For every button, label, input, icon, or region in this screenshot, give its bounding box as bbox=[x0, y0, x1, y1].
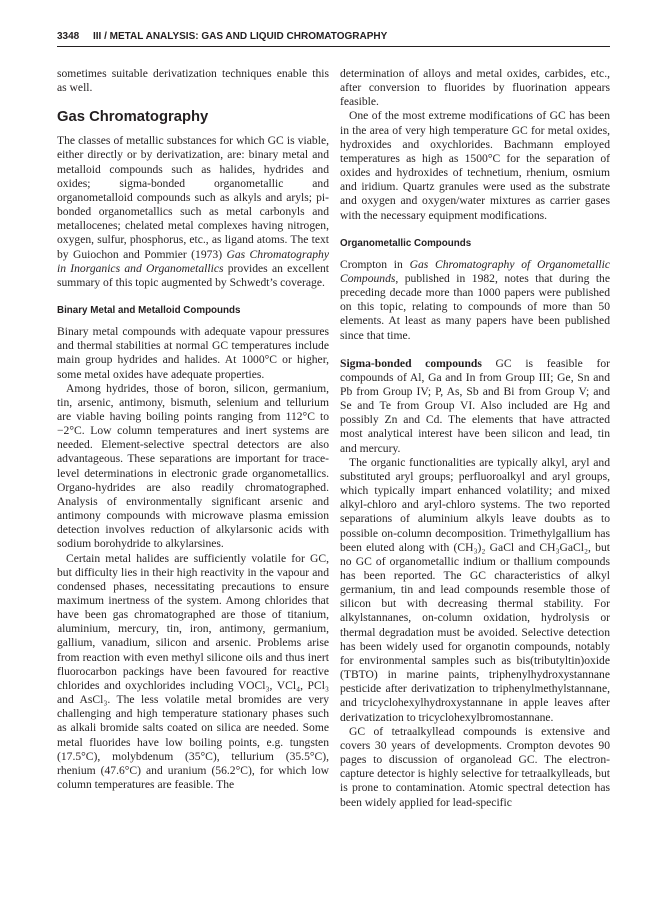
running-title: III / METAL ANALYSIS: GAS AND LIQUID CHROMATOGRAPHY bbox=[93, 31, 388, 42]
text-run: provides an excellent summary of this topic augmented by Schwedt’s coverage. bbox=[57, 261, 329, 289]
text-run: Binary metal compounds with adequate vapour pressures and thermal stabilities at normal GC temperatures include main group hydrides and halides. At 1000°C or higher, some metal oxides have adequate properties. bbox=[57, 325, 329, 381]
section-heading: Gas Chromatography bbox=[57, 109, 209, 126]
subsection-heading: Organometallic Compounds bbox=[340, 237, 472, 249]
paragraph bbox=[340, 357, 610, 456]
text-run: One of the most extreme modifications of GC has been in the area of very high temperature GC for metal oxides, hydroxides and oxychlorides. Bachmann employed temperatures as high as 1500°C for the separation of oxides and hydroxides of technetium, rhenium, osmium and iridium. Quartz granules were used as the substrate and oxygen and oxygen/water mixtures as carrier gases with the necessary equipment modifications. bbox=[340, 109, 610, 222]
text-run: Crompton in bbox=[340, 257, 410, 271]
paragraph bbox=[340, 67, 610, 109]
text-run: Certain metal halides are sufficiently volatile for GC, but difficulty lies in their high reactivity in the vapour and condensed phases, necessitating precautions to ensure maximum inertness of the system. Among chlorides that have been gas chromatographed are those of titanium, aluminium, mercury, tin, iron, antimony, germanium, gallium, vanadium, silicon and arsenic. Problems arise from reaction with even methyl silicone oils and thus inert fluorocarbon packings have been favoured for reactive chlorides and oxychlorides including VOCl₃, VCl₄, PCl₃ and AsCl₃. The less volatile metal bromides are very challenging and high temperature stationary phases such as alkali bromide salts coated on silica are needed. Some metal fluorides have low boiling points, e.g. tungsten (17.5°C), molybdenum (35°C), tellurium (35.5°C), rhenium (47.6°C) and uranium (56.2°C), for which low column temperatures are feasible. The bbox=[57, 551, 329, 792]
paragraph bbox=[340, 109, 610, 222]
paragraph bbox=[340, 456, 610, 725]
paragraph bbox=[57, 325, 329, 382]
text-run: Among hydrides, those of boron, silicon, germanium, tin, arsenic, antimony, bismuth, selenium and tellurium are viable having boiling points ranging from 112°C to −2°C. Low column temperatures and inert systems are needed. Element-selective spectral detectors are also advantageous. These separations are important for trace-level determinations in electronic grade organometallics. Organo-hydrides are also readily chromatographed. Analysis of environmentally significant arsenic and antimony compounds with microwave plasma emission detection involves reduction of alkylarsonic acids with sodium borohydride to alkylarsines. bbox=[57, 381, 329, 551]
text-run: The classes of metallic substances for which GC is viable, either directly or by derivatization, are: binary metal and metalloid compounds such as halides, hydrides and oxides; sigma-bonded organometallic and organometalloid compounds such as alkyls and aryls; pi-bonded organometallics such as metal carbonyls and metallocenes; chelated metal complexes having nitrogen, oxygen, sulfur, phosphorus, etc., as ligand atoms. The text by Guiochon and Pommier (1973) bbox=[57, 134, 329, 261]
run-in-heading: Sigma-bonded compounds bbox=[340, 356, 482, 370]
paragraph bbox=[57, 382, 329, 552]
paragraph bbox=[57, 552, 329, 793]
text-run: GC is feasible for compounds of Al, Ga and In from Group III; Ge, Sn and Pb from Group IV; P, As, Sb and Bi from Group V; and Se and Te from Group VI. Also included are Hg and possibly Zn and Cd. The elements that have attracted most analytical interest have been silicon and lead, tin and mercury. bbox=[340, 356, 610, 455]
paragraph bbox=[340, 258, 610, 343]
right-column bbox=[340, 67, 610, 810]
text-run: determination of alloys and metal oxides, carbides, etc., after conversion to fluorides by fluorination appears feasible. bbox=[340, 67, 610, 109]
paragraph bbox=[340, 725, 610, 810]
paragraph bbox=[57, 134, 329, 290]
cited-title: Gas Chromatography of Organometallic Compounds bbox=[340, 257, 610, 285]
text-run: , published in 1982, notes that during the preceding decade more than 1000 papers were published on this topic, relating to compounds of more than 50 elements. At least as many papers have been published since that time. bbox=[340, 271, 610, 342]
cited-title: Gas Chromatography in Inorganics and Organometallics bbox=[57, 247, 329, 275]
text-run: sometimes suitable derivatization techniques enable this as well. bbox=[57, 67, 329, 95]
subsection-heading: Binary Metal and Metalloid Compounds bbox=[57, 305, 241, 317]
page-number: 3348 bbox=[57, 31, 80, 42]
running-header bbox=[57, 29, 610, 47]
text-run: GC of tetraalkyllead compounds is extensive and covers 30 years of developments. Crompton devotes 90 pages to discussion of organolead GC. The electron-capture detector is highly selective for tetraalkylleads, but is prone to contamination. Atomic spectral detection has been widely applied for lead-specific bbox=[340, 724, 610, 809]
paragraph bbox=[57, 67, 329, 95]
left-column bbox=[57, 67, 329, 792]
text-run: The organic functionalities are typically alkyl, aryl and substituted aryl groups; perfluoroalkyl and aryl groups, which typically impart enhanced volatility; and mixed alkyl-chloro and aryl-chloro systems. The two reported separations of aluminium alkyls leave doubts as to possible on-column decomposition. Trimethylgallium has been eluted along with (CH₃)₂ GaCl and CH₃GaCl₂, but no GC of organometallic indium or thallium compounds has been reported. The GC characteristics of alkyl germanium, tin and lead compounds resemble those of silicon but with decreasing thermal stability. For alkylstannanes, on-column oxidation, hydrolysis or thermal degradation must be avoided. Selective detection has been widely used for organotin compounds, notably for environmental samples such as bis(tributyltin)oxide (TBTO) in marine paints, triphenylhydroxystannane pesticide after derivatization to triphenylmethylstannane, and tricyclohexylhydroxystannane in apple leaves after derivatization to tricyclohexylbromostannane. bbox=[340, 455, 610, 724]
